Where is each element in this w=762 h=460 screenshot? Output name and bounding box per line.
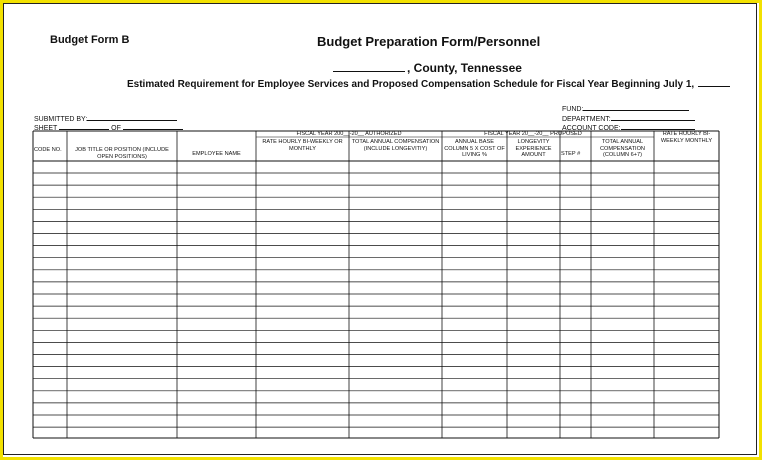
column-header-1: CODE NO.: [34, 147, 62, 153]
column-header-5: TOTAL ANNUAL COMPENSATION (INCLUDE LONGEVITIY): [351, 139, 440, 152]
submitted-by-label: SUBMITTED BY:: [34, 116, 88, 123]
subtitle-text: Estimated Requirement for Employee Services and Proposed Compensation Schedule for Fiscal Year Beginning July 1,: [127, 79, 695, 90]
column-header-2: JOB TITLE OR POSITION (INCLUDE OPEN POSITIONS): [75, 147, 169, 160]
column-header-9: TOTAL ANNUAL COMPENSATION (COLUMN 6+7): [600, 139, 645, 159]
account-code-label: ACCOUNT CODE:: [562, 125, 621, 132]
page-title: Budget Preparation Form/Personnel: [317, 34, 541, 49]
column-header-6: ANNUAL BASE COLUMN 5 X COST OF LIVING %: [444, 139, 505, 159]
fund-label: FUND:: [562, 106, 584, 113]
group-header-authorized: FISCAL YEAR 200__-20__ AUTHORIZED: [296, 131, 402, 137]
of-label: OF: [111, 125, 121, 132]
column-header-4: RATE HOURLY BI-WEEKLY OR MONTHLY: [262, 139, 343, 152]
column-header-8: STEP #: [561, 151, 581, 157]
form-label: Budget Form B: [50, 34, 130, 46]
column-header-10: RATE HOURLY BI-WEEKLY MONTHLY: [660, 131, 713, 144]
sheet-label: SHEET: [34, 125, 58, 132]
department-label: DEPARTMENT:: [562, 116, 611, 123]
column-header-7: LONGEVITY EXPERIENCE AMOUNT: [515, 139, 552, 159]
group-header-proposed: FISCAL YEAR 20__-20__ PROPOSED: [484, 131, 582, 137]
column-header-3: EMPLOYEE NAME: [192, 151, 241, 157]
county-suffix: , County, Tennessee: [407, 61, 522, 75]
